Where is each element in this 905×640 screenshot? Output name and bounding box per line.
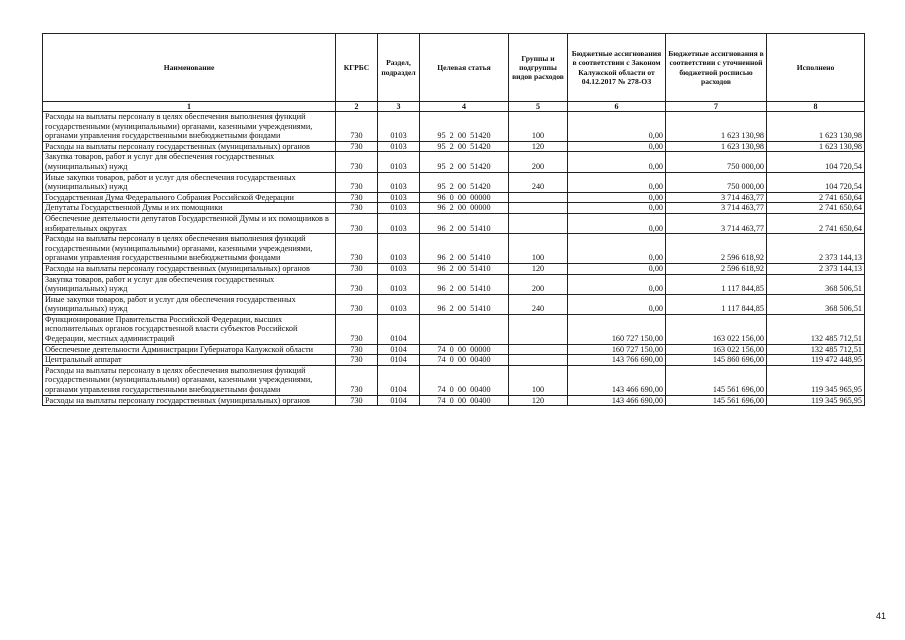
row-section: 0103 (378, 234, 420, 264)
row-kgrbs: 730 (336, 395, 378, 406)
row-executed-amount: 119 472 448,95 (767, 355, 865, 366)
row-section: 0103 (378, 141, 420, 152)
row-kgrbs: 730 (336, 152, 378, 172)
row-expense-group: 120 (509, 141, 568, 152)
row-expense-group (509, 192, 568, 203)
table-row (43, 192, 865, 203)
table-row (43, 203, 865, 214)
row-section: 0103 (378, 112, 420, 142)
row-section: 0104 (378, 344, 420, 355)
row-law-amount: 0,00 (568, 294, 666, 314)
row-law-amount: 0,00 (568, 274, 666, 294)
row-expense-group (509, 213, 568, 233)
row-law-amount: 0,00 (568, 141, 666, 152)
row-executed-amount: 2 373 144,13 (767, 263, 865, 274)
row-plan-amount: 1 117 844,85 (666, 294, 767, 314)
table-row (43, 152, 865, 172)
row-plan-amount: 2 596 618,92 (666, 263, 767, 274)
table-row (43, 172, 865, 192)
row-plan-amount: 1 623 130,98 (666, 112, 767, 142)
row-name: Обеспечение деятельности депутатов Государственной Думы и их помощников в избирательных округах (43, 213, 336, 233)
row-executed-amount: 104 720,54 (767, 172, 865, 192)
row-section: 0104 (378, 314, 420, 344)
row-kgrbs: 730 (336, 314, 378, 344)
row-expense-group: 120 (509, 263, 568, 274)
row-executed-amount: 119 345 965,95 (767, 365, 865, 395)
row-section: 0103 (378, 203, 420, 214)
row-section: 0103 (378, 294, 420, 314)
row-executed-amount: 2 741 650,64 (767, 213, 865, 233)
budget-table (42, 33, 865, 406)
row-name: Функционирование Правительства Российской Федерации, высших исполнительных органов государственной власти субъектов Российской Федерации, местных администраций (43, 314, 336, 344)
header-expense-groups: Группы и подгруппы видов расходов (509, 34, 568, 102)
row-name: Закупка товаров, работ и услуг для обеспечения государственных (муниципальных) нужд (43, 274, 336, 294)
row-executed-amount: 104 720,54 (767, 152, 865, 172)
row-executed-amount: 2 741 650,64 (767, 203, 865, 214)
row-law-amount: 0,00 (568, 234, 666, 264)
row-executed-amount: 2 741 650,64 (767, 192, 865, 203)
table-row (43, 314, 865, 344)
column-number: 2 (336, 102, 378, 112)
row-kgrbs: 730 (336, 172, 378, 192)
row-name: Центральный аппарат (43, 355, 336, 366)
row-expense-group: 100 (509, 112, 568, 142)
row-plan-amount: 163 022 156,00 (666, 314, 767, 344)
row-executed-amount: 368 506,51 (767, 294, 865, 314)
header-kgrbs: КГРБС (336, 34, 378, 102)
row-target-article: 95 2 00 51420 (420, 112, 509, 142)
header-executed: Исполнено (767, 34, 865, 102)
row-law-amount: 0,00 (568, 112, 666, 142)
header-plan-allocations: Бюджетные ассигнования в соответствии с уточненной бюджетной росписью расходов (666, 34, 767, 102)
row-name: Государственная Дума Федерального Собрания Российской Федерации (43, 192, 336, 203)
row-law-amount: 0,00 (568, 213, 666, 233)
row-kgrbs: 730 (336, 274, 378, 294)
table-row (43, 213, 865, 233)
row-executed-amount: 1 623 130,98 (767, 141, 865, 152)
row-executed-amount: 132 485 712,51 (767, 314, 865, 344)
row-kgrbs: 730 (336, 192, 378, 203)
row-expense-group (509, 203, 568, 214)
row-law-amount: 0,00 (568, 203, 666, 214)
row-target-article: 96 2 00 51410 (420, 263, 509, 274)
row-kgrbs: 730 (336, 355, 378, 366)
row-law-amount: 143 466 690,00 (568, 395, 666, 406)
row-target-article: 74 0 00 00400 (420, 395, 509, 406)
row-target-article: 74 0 00 00400 (420, 365, 509, 395)
row-name: Расходы на выплаты персоналу в целях обеспечения выполнения функций государственными (муниципальными) органами, казенными учреждениями, органами управления государственными внебюджетными фондами (43, 234, 336, 264)
table-body (43, 112, 865, 406)
row-section: 0103 (378, 274, 420, 294)
header-target-article: Целевая статья (420, 34, 509, 102)
row-plan-amount: 145 860 696,00 (666, 355, 767, 366)
row-name: Обеспечение деятельности Администрации Губернатора Калужской области (43, 344, 336, 355)
row-kgrbs: 730 (336, 344, 378, 355)
row-law-amount: 0,00 (568, 172, 666, 192)
row-name: Иные закупки товаров, работ и услуг для обеспечения государственных (муниципальных) нужд (43, 172, 336, 192)
row-plan-amount: 750 000,00 (666, 172, 767, 192)
row-expense-group: 120 (509, 395, 568, 406)
row-name: Расходы на выплаты персоналу государственных (муниципальных) органов (43, 263, 336, 274)
row-expense-group: 200 (509, 152, 568, 172)
row-name: Расходы на выплаты персоналу в целях обеспечения выполнения функций государственными (муниципальными) органами, казенными учреждениями, органами управления государственными внебюджетными фондами (43, 365, 336, 395)
row-plan-amount: 1 117 844,85 (666, 274, 767, 294)
row-plan-amount: 3 714 463,77 (666, 192, 767, 203)
table-row (43, 355, 865, 366)
row-law-amount: 143 466 690,00 (568, 365, 666, 395)
row-expense-group: 100 (509, 234, 568, 264)
row-executed-amount: 368 506,51 (767, 274, 865, 294)
row-kgrbs: 730 (336, 203, 378, 214)
row-plan-amount: 145 561 696,00 (666, 365, 767, 395)
row-plan-amount: 145 561 696,00 (666, 395, 767, 406)
table-row (43, 141, 865, 152)
table-row (43, 395, 865, 406)
row-target-article: 96 2 00 51410 (420, 213, 509, 233)
column-number: 7 (666, 102, 767, 112)
row-kgrbs: 730 (336, 365, 378, 395)
table-row (43, 274, 865, 294)
row-section: 0103 (378, 263, 420, 274)
column-number: 3 (378, 102, 420, 112)
row-executed-amount: 132 485 712,51 (767, 344, 865, 355)
row-plan-amount: 163 022 156,00 (666, 344, 767, 355)
row-expense-group (509, 314, 568, 344)
table-row (43, 112, 865, 142)
row-law-amount: 0,00 (568, 192, 666, 203)
row-law-amount: 0,00 (568, 263, 666, 274)
table-row (43, 294, 865, 314)
column-number: 1 (43, 102, 336, 112)
row-plan-amount: 2 596 618,92 (666, 234, 767, 264)
row-kgrbs: 730 (336, 294, 378, 314)
row-expense-group (509, 344, 568, 355)
table-row (43, 234, 865, 264)
column-number: 8 (767, 102, 865, 112)
row-target-article: 95 2 00 51420 (420, 152, 509, 172)
row-name: Расходы на выплаты персоналу государственных (муниципальных) органов (43, 141, 336, 152)
row-target-article: 96 0 00 00000 (420, 192, 509, 203)
row-name: Расходы на выплаты персоналу в целях обеспечения выполнения функций государственными (муниципальными) органами, казенными учреждениями, органами управления государственными внебюджетными фондами (43, 112, 336, 142)
row-expense-group: 200 (509, 274, 568, 294)
row-kgrbs: 730 (336, 141, 378, 152)
table-row (43, 344, 865, 355)
row-target-article: 74 0 00 00000 (420, 344, 509, 355)
row-expense-group (509, 355, 568, 366)
row-law-amount: 160 727 150,00 (568, 344, 666, 355)
row-law-amount: 0,00 (568, 152, 666, 172)
row-section: 0103 (378, 192, 420, 203)
row-law-amount: 160 727 150,00 (568, 314, 666, 344)
table-row (43, 365, 865, 395)
row-kgrbs: 730 (336, 213, 378, 233)
row-name: Депутаты Государственной Думы и их помощники (43, 203, 336, 214)
column-number: 6 (568, 102, 666, 112)
row-expense-group: 240 (509, 294, 568, 314)
column-number: 4 (420, 102, 509, 112)
row-expense-group: 100 (509, 365, 568, 395)
row-section: 0104 (378, 355, 420, 366)
header-name: Наименование (43, 34, 336, 102)
row-target-article: 96 2 00 51410 (420, 234, 509, 264)
row-plan-amount: 750 000,00 (666, 152, 767, 172)
row-executed-amount: 119 345 965,95 (767, 395, 865, 406)
row-target-article: 95 2 00 51420 (420, 172, 509, 192)
row-section: 0104 (378, 365, 420, 395)
row-target-article: 95 2 00 51420 (420, 141, 509, 152)
row-section: 0103 (378, 152, 420, 172)
column-number: 5 (509, 102, 568, 112)
row-plan-amount: 3 714 463,77 (666, 203, 767, 214)
row-target-article: 96 2 00 00000 (420, 203, 509, 214)
row-kgrbs: 730 (336, 112, 378, 142)
row-target-article (420, 314, 509, 344)
page-number: 41 (876, 611, 887, 621)
row-target-article: 96 2 00 51410 (420, 294, 509, 314)
row-name: Иные закупки товаров, работ и услуг для обеспечения государственных (муниципальных) нужд (43, 294, 336, 314)
row-section: 0103 (378, 213, 420, 233)
row-executed-amount: 2 373 144,13 (767, 234, 865, 264)
row-name: Расходы на выплаты персоналу государственных (муниципальных) органов (43, 395, 336, 406)
row-section: 0103 (378, 172, 420, 192)
row-section: 0104 (378, 395, 420, 406)
row-plan-amount: 1 623 130,98 (666, 141, 767, 152)
row-expense-group: 240 (509, 172, 568, 192)
row-kgrbs: 730 (336, 263, 378, 274)
header-section: Раздел, подраздел (378, 34, 420, 102)
row-law-amount: 143 766 690,00 (568, 355, 666, 366)
header-law-allocations: Бюджетные ассигнования в соответствии с Законом Калужской области от 04.12.2017 № 278-ОЗ (568, 34, 666, 102)
row-executed-amount: 1 623 130,98 (767, 112, 865, 142)
row-target-article: 96 2 00 51410 (420, 274, 509, 294)
row-plan-amount: 3 714 463,77 (666, 213, 767, 233)
row-kgrbs: 730 (336, 234, 378, 264)
row-name: Закупка товаров, работ и услуг для обеспечения государственных (муниципальных) нужд (43, 152, 336, 172)
table-row (43, 263, 865, 274)
row-target-article: 74 0 00 00400 (420, 355, 509, 366)
